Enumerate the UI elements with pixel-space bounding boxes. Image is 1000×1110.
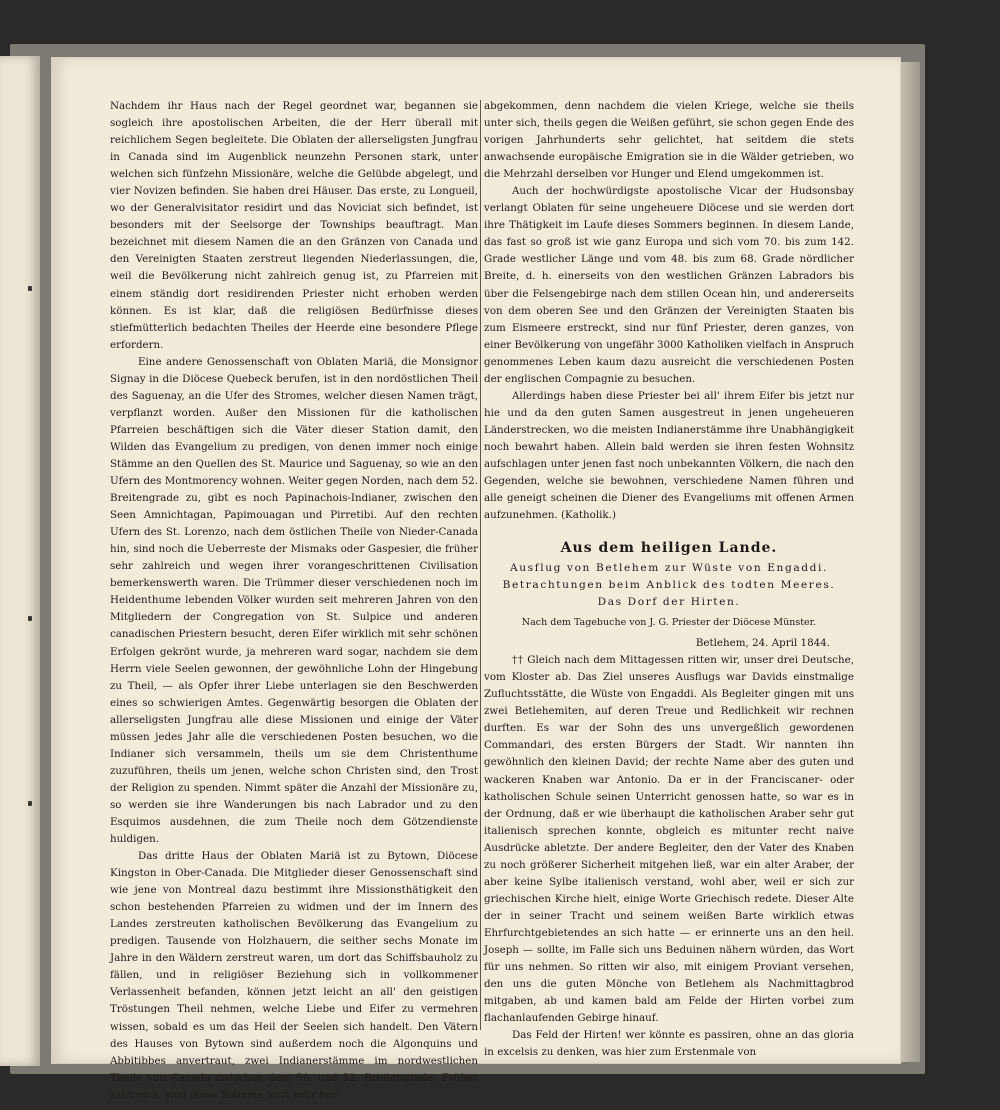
article-dateline: Betlehem, 24. April 1844. — [695, 637, 830, 650]
paragraph: Nachdem ihr Haus nach der Regel geordnet war, begannen sie sogleich ihre apostolischen Arbeiten, die der Herr überall mit reichlichem Segen begleitete. Die Oblaten der allerseligsten Jungfrau in Canada sind im Augenblick neunzehn Personen stark, unter welchen sich fünfzehn Missionäre, welche die Gelübde abgelegt, und vier Novizen befinden. Sie haben drei Häuser. Das erste, zu Longueil, wo der Generalvisitator residirt und das Noviciat sich befindet, ist besonders mit der Seelsorge der Townships beauftragt. Man bezeichnet mit diesem Namen die an den Gränzen von Canada und den Vereinigten Staaten zerstreut liegenden Niederlassungen, die, weil die Bevölkerung nicht zahlreich genug ist, zu Pfarreien mit einem ständig dort residirenden Priester nicht erhoben werden können. Es ist klar, daß die religiösen Bedürfnisse dieses stiefmütterlich bedachten Theiles der Heerde eine besondere Pflege erfordern. — [110, 100, 478, 351]
page-stack-edge — [900, 62, 920, 1062]
paragraph: Das dritte Haus der Oblaten Mariä ist zu Bytown, Diöcese Kingston in Ober-Canada. Die Mitglieder dieser Genossenschaft sind wie jene von Montreal dazu bestimmt ihre Missionsthätigkeit den schon bestehenden Pfarreien zu widmen und der im Innern des Landes zerstreuten katholischen Bevölkerung das Evangelium zu predigen. Tausende von Holzhauern, die seither sechs Monate im Jahre in den Wäldern zerstreut waren, um dort das Schiffsbauholz zu fällen, und in religiöser Beziehung sich in vollkommener Verlassenheit befanden, können jetzt leicht an all' den geistigen Tröstungen Theil nehmen, welche Liebe und Eifer zu vermehren wissen, sobald es um das Heil der Seelen sich handelt. Den Vätern des Hauses von Bytown sind außerdem noch die Algonquins und Abbitibbes anvertraut, zwei Indianerstämme im nordwestlichen Theile von Canada zwischen dem 50. und 52. Breitengrade. Früher zahlreich, sind diese Stämme jetzt sehr her- — [110, 850, 478, 1101]
right-column — [484, 98, 854, 1059]
paragraph: Allerdings haben diese Priester bei all' ihrem Eifer bis jetzt nur hie und da den guten Samen ausgestreut in jenen ungeheueren Länderstrecken, wo die meisten Indianerstämme ihre Unabhängigkeit noch bewahrt haben. Allein bald werden sie ihren festen Wohnsitz aufschlagen unter jenen fast noch unbekannten Völkern, die nach den Gegenden, welche sie bewohnen, verschiedene Namen führen und alle geneigt scheinen die Diener des Evangeliums mit offenen Armen aufzunehmen. (Katholik.) — [484, 389, 854, 522]
article-subtitle: Das Dorf der Hirten. — [597, 596, 741, 609]
paragraph: Auch der hochwürdigste apostolische Vicar der Hudsonsbay verlangt Oblaten für seine ungeheuere Diöcese und sie werden dort ihre Thätigkeit im Laufe dieses Sommers beginnen. In diesem Lande, das fast so groß ist wie ganz Europa und sich vom 70. bis zum 142. Grade westlicher Länge und vom 48. bis zum 68. Grade nördlicher Breite, d. h. einerseits von den westlichen Gränzen Labradors bis über die Felsengebirge nach dem stillen Ocean hin, und andererseits von dem oberen See und den Gränzen der Vereinigten Staaten bis zum Eismeere erstreckt, sind nur fünf Priester, deren ganzes, von einer Bevölkerung von ungefähr 3000 Katholiken vielfach in Anspruch genommenes Leben kaum dazu ausreicht die verschiedenen Posten der englischen Compagnie zu besuchen. — [484, 185, 854, 385]
paragraph: †† Gleich nach dem Mittagessen ritten wir, unser drei Deutsche, vom Kloster ab. Das Ziel unseres Ausflugs war Davids einstmalige Zufluchtsstätte, die Wüste von Engaddi. Als Begleiter gingen mit uns zwei Betlehemiten, auf deren Treue und Redlichkeit wir rechnen durften. Es war der Sohn des uns unvergeßlich gewordenen Commandari, des ersten Bürgers der Stadt. Wir nannten ihn gewöhnlich den kleinen David; der rechte Name aber des guten und wackeren Knaben war Antonio. Da er in der Franciscaner- oder katholischen Schule seinen Unterricht genossen hatte, so war es in der Ordnung, daß er wie überhaupt die katholischen Araber sehr gut italienisch sprechen konnte, obgleich es mitunter recht naive Ausdrücke abletzte. Der andere Begleiter, den der Vater des Knaben zu noch größerer Sicherheit mitgehen ließ, war ein alter Araber, der aber keine Sylbe italienisch verstand, wohl aber, weil er sich zur griechischen Kirche hielt, einige Worte Griechisch redete. Dieser Alte der in seiner Tracht und seinem weißen Barte wirklich etwas Ehrfurchtgebietendes an sich hatte — er erinnerte uns an den heil. Joseph — sollte, im Falle sich uns Beduinen nähern würden, das Wort für uns nehmen. So ritten wir also, mit einigem Proviant versehen, den uns die guten Mönche von Betlehem als Nachmittagbrod mitgaben, ab und kamen bald am Felde der Hirten vorbei zum flachanlaufenden Gebirge hinauf. — [484, 654, 854, 1025]
column-rule — [480, 100, 481, 1030]
document-page — [52, 58, 900, 1101]
binding-mark — [28, 616, 32, 621]
paragraph: Eine andere Genossenschaft von Oblaten Mariä, die Monsignor Signay in die Diöcese Quebeck berufen, ist in den nordöstlichen Theil des Saguenay, an die Ufer des Stromes, welcher diesen Namen trägt, verpflanzt worden. Außer den Missionen für die katholischen Pfarreien beschäftigen sich die Väter dieser Station damit, den Wilden das Evangelium zu predigen, von denen immer noch einige Stämme an den Quellen des St. Maurice und Saguenay, so wie an den Ufern des Montmorency wohnen. Weiter gegen Norden, nach dem 52. Breitengrade zu, gibt es noch Papinachois-Indianer, zwischen den Seen Amnichtagan, Papimouagan und Pirretibi. Auf den rechten Ufern des St. Lorenzo, nach dem östlichen Theile von Nieder-Canada hin, sind noch die Ueberreste der Mismaks oder Gaspesier, die früher sehr zahlreich und wegen ihrer vorangeschrittenen Civilisation bemerkenswerth waren. Die Trümmer dieser verschiedenen noch im Heidenthume lebenden Völker wurden seit mehreren Jahren von den Mitgliedern der Congregation von St. Sulpice und anderen canadischen Priestern besucht, deren Eifer wirklich mit sehr schönen Erfolgen gekrönt wurde, ja mehreren ward sogar, nachdem sie dem Herrn viele Seelen gewonnen, der gewöhnliche Lohn der Hingebung zu Theil, — als Opfer ihrer Liebe unterlagen sie den Beschwerden eines so schwierigen Amtes. Gegenwärtig besorgen die Oblaten der allerseligsten Jungfrau alle diese Missionen und einige der Väter müssen jedes Jahr alle die verschiedenen Posten besuchen, wo die Indianer sich versammeln, theils um sie dem Christenthume zuzuführen, theils um jenen, welche schon Christen sind, den Trost der Religion zu spenden. Nimmt später die Anzahl der Missionäre zu, so werden sie ihre Wanderungen bis nach Labrador und zu den Esquimos ausdehnen, die zum Theile noch dem Götzendienste huldigen. — [110, 355, 478, 846]
binding-mark — [28, 801, 32, 806]
facing-page-edge — [0, 56, 40, 1066]
paragraph: Das Feld der Hirten! wer könnte es passiren, ohne an das gloria in excelsis zu denken, was hier zum Erstenmale von — [484, 1029, 854, 1059]
article-source: Nach dem Tagebuche von J. G. Priester der Diöcese Münster. — [521, 617, 817, 629]
article-subtitle: Ausflug von Betlehem zur Wüste von Engaddi. — [510, 562, 828, 575]
article-subtitle: Betrachtungen beim Anblick des todten Meeres. — [502, 579, 836, 592]
binding-mark — [28, 286, 32, 291]
left-column — [110, 98, 478, 1101]
paragraph: abgekommen, denn nachdem die vielen Kriege, welche sie theils unter sich, theils gegen die Weißen geführt, sie schon gegen Ende des vorigen Jahrhunderts sehr gelichtet, hat seitdem die stets anwachsende europäische Emigration sie in die Wälder getrieben, wo die Mehrzahl derselben vor Hunger und Elend umgekommen ist. — [484, 100, 854, 181]
article-title: Aus dem heiligen Lande. — [560, 540, 778, 557]
